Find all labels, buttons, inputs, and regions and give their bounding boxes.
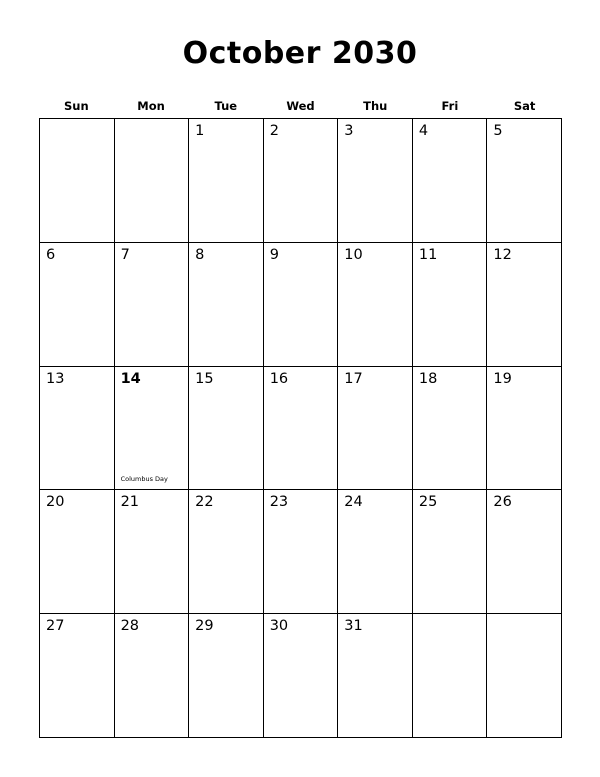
day-cell[interactable] (413, 119, 488, 243)
day-number: 3 (344, 123, 354, 139)
day-number: 31 (344, 618, 363, 635)
day-number: 13 (46, 370, 65, 387)
weekday-label: Thu (363, 99, 388, 113)
day-cell[interactable] (189, 243, 264, 367)
day-cell[interactable] (40, 490, 115, 614)
day-cell[interactable] (40, 243, 115, 367)
holiday-label: Columbus Day (120, 475, 168, 484)
day-number: 26 (493, 494, 512, 511)
day-number: 6 (46, 246, 56, 263)
day-number: 4 (418, 123, 429, 139)
day-number: 7 (120, 246, 130, 263)
day-cell[interactable] (264, 119, 339, 243)
calendar-grid (39, 118, 562, 738)
day-cell[interactable] (487, 367, 562, 491)
day-number: 19 (493, 370, 512, 387)
day-cell[interactable] (189, 490, 264, 614)
day-cell[interactable] (264, 614, 339, 738)
day-cell[interactable] (413, 614, 488, 738)
day-number: 24 (344, 494, 363, 511)
day-cell[interactable] (338, 119, 413, 243)
day-cell[interactable] (264, 367, 339, 491)
day-number: 9 (269, 246, 279, 263)
day-number: 11 (418, 246, 438, 263)
day-number: 17 (344, 370, 363, 387)
day-cell[interactable] (413, 490, 488, 614)
weekday-label: Fri (441, 99, 459, 113)
day-cell[interactable] (264, 243, 339, 367)
day-cell[interactable] (264, 490, 339, 614)
day-cell[interactable] (115, 367, 190, 491)
day-number: 5 (493, 123, 503, 139)
day-number: 30 (269, 618, 289, 635)
day-number: 23 (269, 494, 289, 511)
day-cell[interactable] (115, 119, 190, 243)
day-number: 21 (120, 494, 140, 511)
day-number: 16 (269, 370, 289, 387)
day-number: 29 (195, 618, 214, 635)
day-number: 28 (120, 618, 140, 635)
day-cell[interactable] (487, 614, 562, 738)
weekday-label: Mon (137, 99, 165, 113)
calendar-title: October 2030 (182, 36, 418, 71)
weekday-label: Tue (214, 99, 238, 113)
day-cell[interactable] (40, 367, 115, 491)
day-cell[interactable] (338, 243, 413, 367)
day-cell[interactable] (40, 119, 115, 243)
day-cell[interactable] (40, 614, 115, 738)
day-cell[interactable] (189, 367, 264, 491)
day-cell[interactable] (487, 119, 562, 243)
day-number: 2 (269, 123, 279, 139)
weekday-label: Sat (513, 99, 536, 113)
weekday-label: Sun (64, 99, 89, 113)
day-cell[interactable] (338, 614, 413, 738)
day-cell[interactable] (115, 614, 190, 738)
day-cell[interactable] (115, 490, 190, 614)
day-cell[interactable] (413, 367, 488, 491)
day-cell[interactable] (338, 367, 413, 491)
day-cell[interactable] (338, 490, 413, 614)
day-cell[interactable] (189, 614, 264, 738)
day-number: 14 (120, 370, 141, 387)
day-number: 12 (493, 246, 512, 263)
day-number: 10 (344, 246, 363, 263)
day-cell[interactable] (487, 490, 562, 614)
day-cell[interactable] (487, 243, 562, 367)
weekday-label: Wed (286, 99, 315, 113)
day-cell[interactable] (189, 119, 264, 243)
day-number: 22 (195, 494, 214, 511)
day-cell[interactable] (413, 243, 488, 367)
weekday-header (39, 99, 562, 115)
day-number: 15 (195, 370, 214, 387)
day-cell[interactable] (115, 243, 190, 367)
day-number: 1 (195, 123, 205, 139)
day-number: 20 (46, 494, 65, 511)
day-number: 18 (418, 370, 438, 387)
day-number: 27 (46, 618, 65, 635)
day-number: 8 (195, 246, 205, 263)
day-number: 25 (418, 494, 438, 511)
